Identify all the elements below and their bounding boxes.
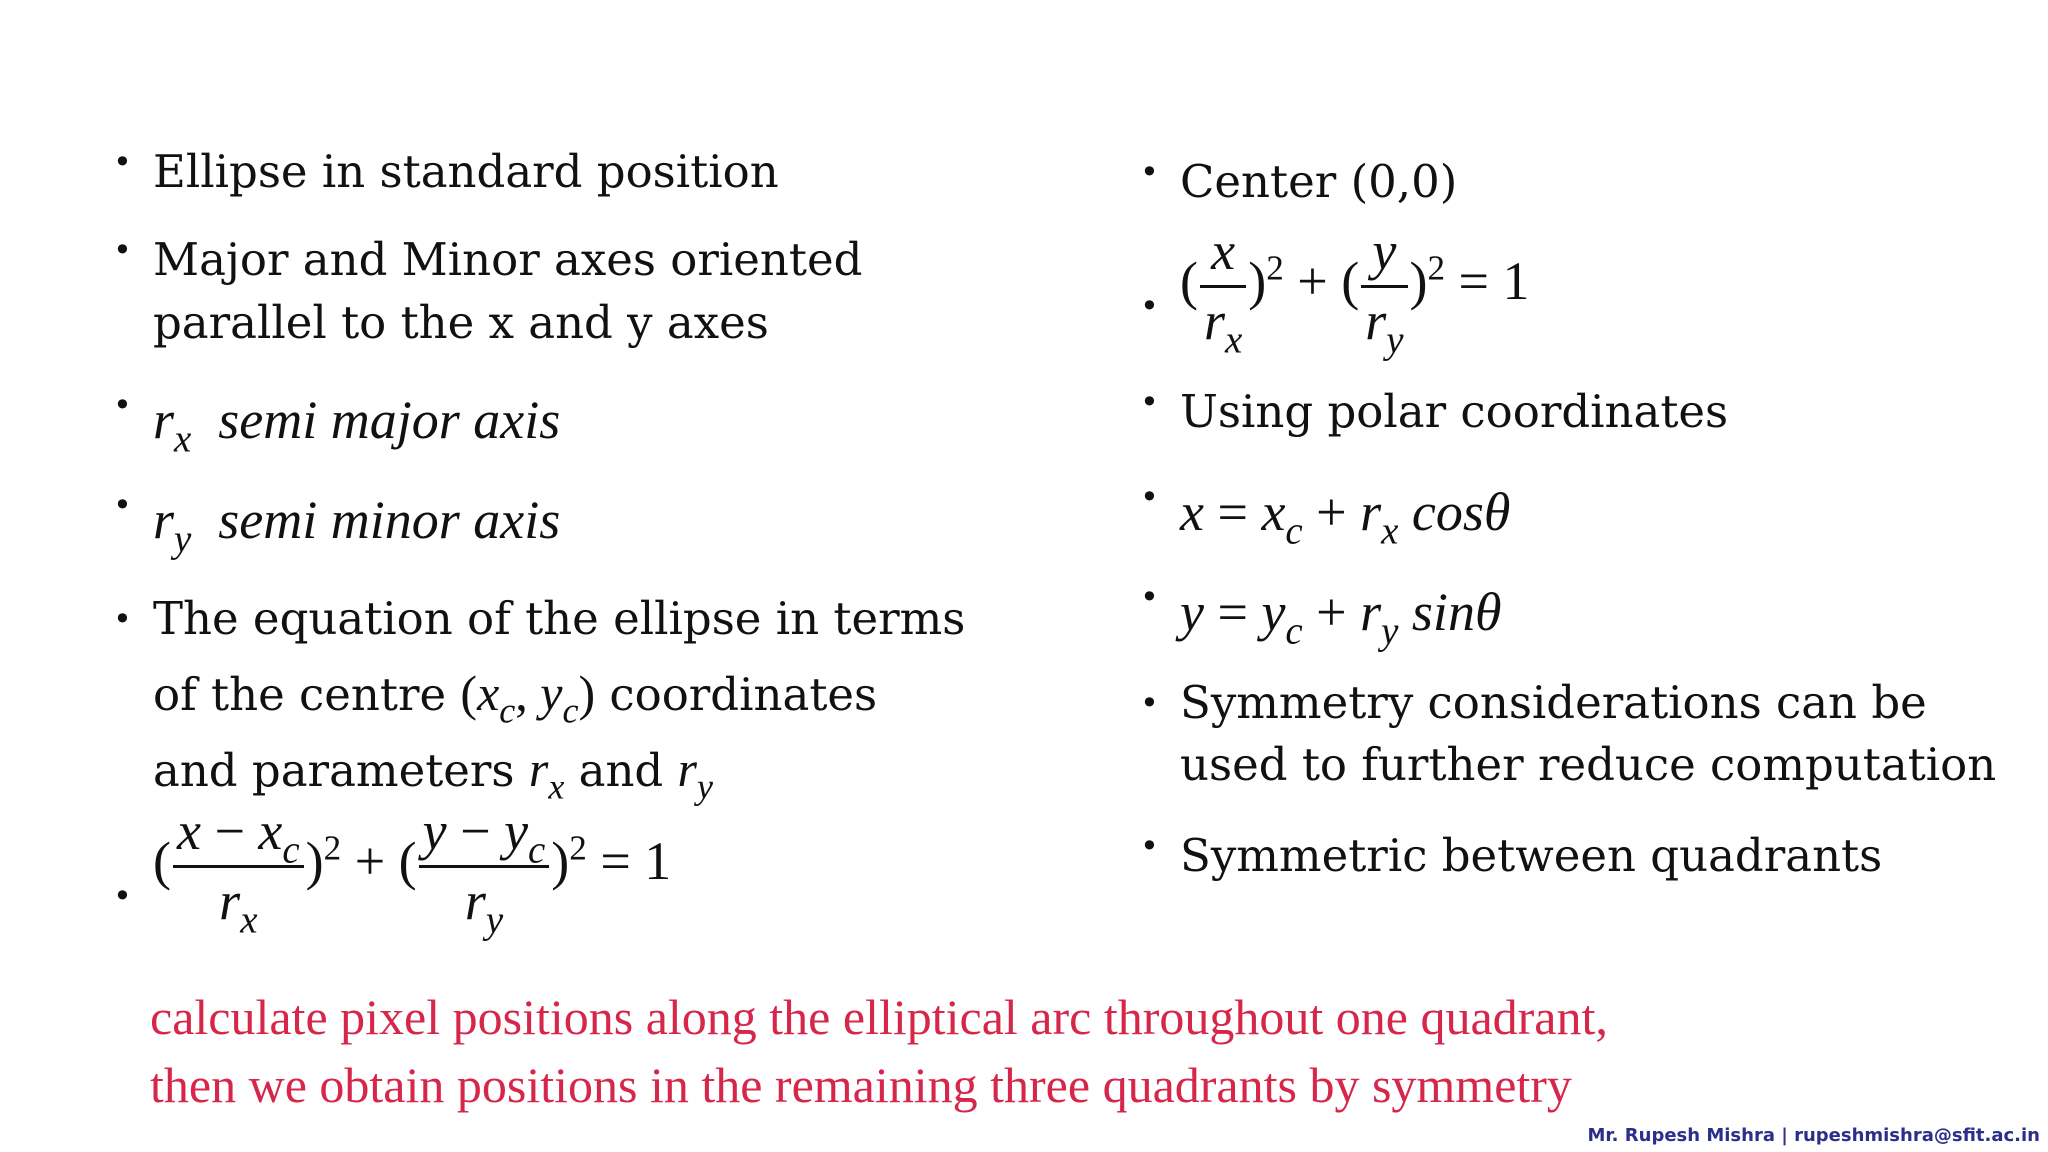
rx-param-math: $r_x$ <box>528 741 565 807</box>
standard-ellipse-formula: ( $\frac{x}{r_x}$ )$^2$ + ( $\frac{y}{r_y}$ )$^2$ = 1 <box>1180 221 1530 362</box>
bullet-polar-coordinates <box>1140 380 1729 443</box>
bullet-axes-oriented <box>113 228 863 354</box>
bullet-dot: • <box>113 386 132 424</box>
bullet-dot: • <box>1140 578 1159 616</box>
bullet-x-polar-equation <box>1140 475 1511 553</box>
symmetry-note <box>150 983 1608 1119</box>
author-footer: Mr. Rupesh Mishra | rupeshmishra@sfit.ac.in <box>1587 1125 2040 1146</box>
axes-line-2: parallel to the x and y axes <box>153 296 769 349</box>
ry-symbol: $r_y$ <box>153 490 192 561</box>
equation-line-3-pre: and parameters <box>153 744 515 797</box>
symmetric-quadrants-text: Symmetric between quadrants <box>1180 829 1883 882</box>
rx-description: semi major axis <box>218 390 561 450</box>
ry-description: semi minor axis <box>218 490 561 550</box>
symmetry-line-2: used to further reduce computation <box>1180 738 1997 791</box>
symmetry-line-1: Symmetry considerations can be <box>1180 676 1927 729</box>
rx-symbol: $r_x$ <box>153 390 192 461</box>
center-text: Center (0,0) <box>1180 155 1458 208</box>
bullet-dot: • <box>113 231 132 269</box>
axes-line-1: Major and Minor axes oriented <box>153 233 863 286</box>
equation-line-2-post: coordinates <box>609 668 878 721</box>
bullet-dot: • <box>1140 827 1159 865</box>
ellipse-standard-text: Ellipse in standard position <box>153 145 779 198</box>
bullet-dot: • <box>1140 383 1159 421</box>
bullet-y-polar-equation <box>1140 575 1502 653</box>
bullet-dot: • <box>113 486 132 524</box>
general-ellipse-formula: ( $\frac{x - x_c}{r_x}$ )$^2$ + ( $\frac{y - y_c}{r_y}$ )$^2$ = 1 <box>153 801 672 942</box>
bullet-rx-semi-major <box>113 383 561 461</box>
x-polar-equation: $x = x_c + r_x$ cosθ <box>1180 482 1511 553</box>
y-polar-equation: $y = y_c + r_y$ sinθ <box>1180 582 1502 653</box>
bullet-ellipse-equation <box>113 582 966 808</box>
bullet-center <box>1140 150 1458 213</box>
note-line-1: calculate pixel positions along the elliptical arc throughout one quadrant, <box>150 989 1608 1045</box>
bullet-dot: • <box>1140 478 1159 516</box>
bullet-standard-ellipse-formula <box>1140 221 1530 362</box>
bullet-general-ellipse-formula <box>113 801 672 942</box>
bullet-symmetry-considerations <box>1140 672 1997 796</box>
bullet-dot: • <box>1140 287 1159 325</box>
equation-line-1: The equation of the ellipse in terms <box>153 592 966 645</box>
bullet-symmetric-quadrants <box>1140 824 1883 887</box>
bullet-dot: • <box>113 877 132 915</box>
bullet-dot: • <box>1140 153 1159 191</box>
ry-param-math: $r_y$ <box>677 741 713 807</box>
equation-line-3-and: and <box>578 744 664 797</box>
centre-coordinates-math: ($x_c$, $y_c$) <box>460 665 596 731</box>
note-line-2: then we obtain positions in the remaining three quadrants by symmetry <box>150 1057 1572 1113</box>
equation-line-2-pre: of the centre <box>153 668 447 721</box>
polar-text: Using polar coordinates <box>1180 385 1729 438</box>
bullet-dot: • <box>113 143 132 181</box>
bullet-ellipse-standard <box>113 140 779 203</box>
bullet-ry-semi-minor <box>113 483 561 561</box>
bullet-dot: • <box>1140 684 1159 722</box>
bullet-dot: • <box>113 600 132 638</box>
